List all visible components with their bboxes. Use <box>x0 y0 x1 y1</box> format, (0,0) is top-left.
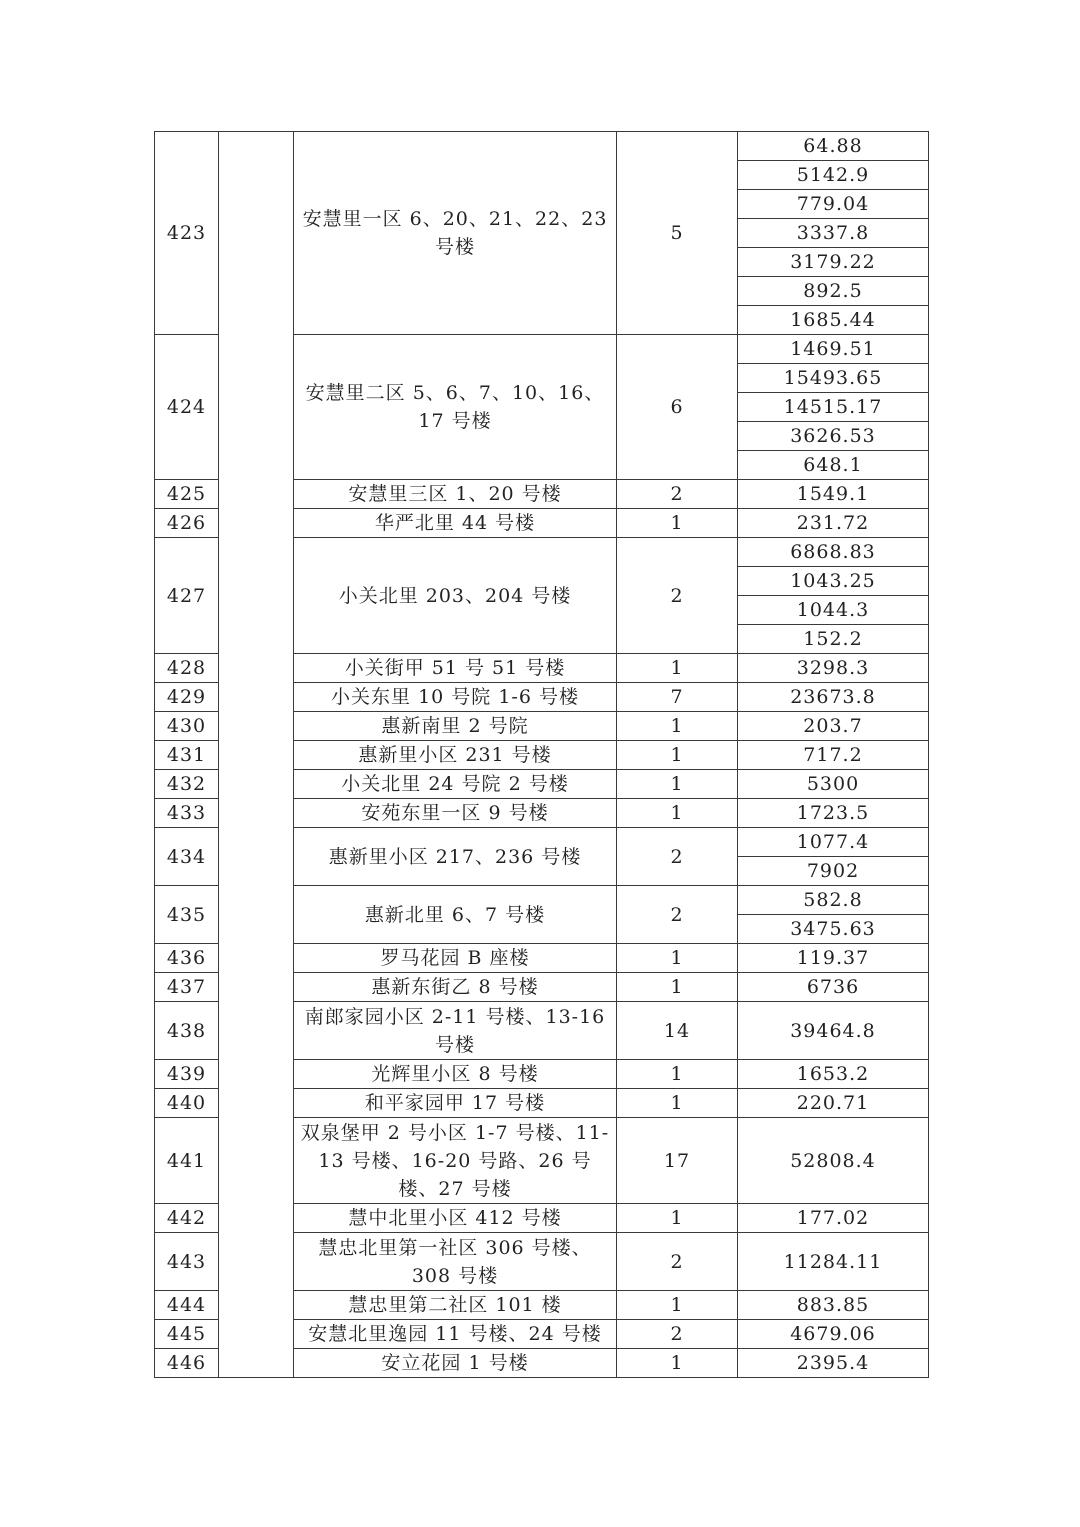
row-number-cell: 442 <box>155 1204 219 1233</box>
building-name-cell: 安立花园 1 号楼 <box>294 1349 617 1378</box>
building-count-cell: 2 <box>617 828 738 886</box>
area-cell: 3179.22 <box>738 248 929 277</box>
row-number-cell: 430 <box>155 712 219 741</box>
area-cell: 892.5 <box>738 277 929 306</box>
building-count-cell: 1 <box>617 1060 738 1089</box>
area-cell: 648.1 <box>738 451 929 480</box>
building-name-cell: 小关北里 24 号院 2 号楼 <box>294 770 617 799</box>
area-cell: 5300 <box>738 770 929 799</box>
area-cell: 3337.8 <box>738 219 929 248</box>
building-count-cell: 1 <box>617 654 738 683</box>
area-cell: 779.04 <box>738 190 929 219</box>
building-name-cell: 双泉堡甲 2 号小区 1-7 号楼、11-13 号楼、16-20 号路、26 号楼、27 号楼 <box>294 1118 617 1204</box>
row-number-cell: 427 <box>155 538 219 654</box>
area-cell: 7902 <box>738 857 929 886</box>
building-name-cell: 惠新东街乙 8 号楼 <box>294 973 617 1002</box>
row-number-cell: 428 <box>155 654 219 683</box>
building-count-cell: 6 <box>617 335 738 480</box>
area-cell: 23673.8 <box>738 683 929 712</box>
building-name-cell: 惠新里小区 217、236 号楼 <box>294 828 617 886</box>
building-count-cell: 14 <box>617 1002 738 1060</box>
area-cell: 1043.25 <box>738 567 929 596</box>
building-name-cell: 安慧里三区 1、20 号楼 <box>294 480 617 509</box>
building-count-cell: 1 <box>617 1291 738 1320</box>
building-count-cell: 1 <box>617 770 738 799</box>
building-name-cell: 南郎家园小区 2-11 号楼、13-16 号楼 <box>294 1002 617 1060</box>
area-cell: 177.02 <box>738 1204 929 1233</box>
building-count-cell: 1 <box>617 1349 738 1378</box>
area-cell: 52808.4 <box>738 1118 929 1204</box>
building-count-cell: 1 <box>617 1204 738 1233</box>
building-count-cell: 7 <box>617 683 738 712</box>
building-name-cell: 慧中北里小区 412 号楼 <box>294 1204 617 1233</box>
building-name-cell: 安慧里二区 5、6、7、10、16、17 号楼 <box>294 335 617 480</box>
row-number-cell: 446 <box>155 1349 219 1378</box>
area-cell: 717.2 <box>738 741 929 770</box>
area-cell: 14515.17 <box>738 393 929 422</box>
building-name-cell: 小关街甲 51 号 51 号楼 <box>294 654 617 683</box>
building-name-cell: 罗马花园 B 座楼 <box>294 944 617 973</box>
area-cell: 64.88 <box>738 132 929 161</box>
building-count-cell: 1 <box>617 741 738 770</box>
building-name-cell: 安慧里一区 6、20、21、22、23 号楼 <box>294 132 617 335</box>
table-body <box>155 132 929 1378</box>
row-number-cell: 426 <box>155 509 219 538</box>
area-cell: 3626.53 <box>738 422 929 451</box>
building-name-cell: 小关北里 203、204 号楼 <box>294 538 617 654</box>
data-table <box>154 131 929 1378</box>
row-number-cell: 437 <box>155 973 219 1002</box>
area-cell: 1653.2 <box>738 1060 929 1089</box>
area-cell: 1469.51 <box>738 335 929 364</box>
area-cell: 39464.8 <box>738 1002 929 1060</box>
row-number-cell: 429 <box>155 683 219 712</box>
area-cell: 3475.63 <box>738 915 929 944</box>
area-cell: 119.37 <box>738 944 929 973</box>
row-number-cell: 423 <box>155 132 219 335</box>
building-name-cell: 安苑东里一区 9 号楼 <box>294 799 617 828</box>
building-count-cell: 2 <box>617 1233 738 1291</box>
building-count-cell: 1 <box>617 1089 738 1118</box>
row-number-cell: 441 <box>155 1118 219 1204</box>
area-cell: 1549.1 <box>738 480 929 509</box>
area-cell: 1723.5 <box>738 799 929 828</box>
building-count-cell: 2 <box>617 480 738 509</box>
row-number-cell: 438 <box>155 1002 219 1060</box>
building-name-cell: 和平家园甲 17 号楼 <box>294 1089 617 1118</box>
area-cell: 5142.9 <box>738 161 929 190</box>
area-cell: 4679.06 <box>738 1320 929 1349</box>
row-number-cell: 424 <box>155 335 219 480</box>
row-number-cell: 431 <box>155 741 219 770</box>
building-count-cell: 5 <box>617 132 738 335</box>
building-name-cell: 华严北里 44 号楼 <box>294 509 617 538</box>
building-name-cell: 惠新里小区 231 号楼 <box>294 741 617 770</box>
row-number-cell: 434 <box>155 828 219 886</box>
building-name-cell: 慧忠里第二社区 101 楼 <box>294 1291 617 1320</box>
area-cell: 3298.3 <box>738 654 929 683</box>
district-cell <box>219 132 294 1378</box>
building-name-cell: 光辉里小区 8 号楼 <box>294 1060 617 1089</box>
area-cell: 15493.65 <box>738 364 929 393</box>
building-name-cell: 惠新北里 6、7 号楼 <box>294 886 617 944</box>
area-cell: 2395.4 <box>738 1349 929 1378</box>
building-count-cell: 2 <box>617 538 738 654</box>
row-number-cell: 433 <box>155 799 219 828</box>
area-cell: 203.7 <box>738 712 929 741</box>
building-count-cell: 1 <box>617 799 738 828</box>
row-number-cell: 443 <box>155 1233 219 1291</box>
building-count-cell: 2 <box>617 886 738 944</box>
row-number-cell: 445 <box>155 1320 219 1349</box>
building-count-cell: 1 <box>617 509 738 538</box>
area-cell: 231.72 <box>738 509 929 538</box>
row-number-cell: 425 <box>155 480 219 509</box>
row-number-cell: 444 <box>155 1291 219 1320</box>
row-number-cell: 432 <box>155 770 219 799</box>
area-cell: 883.85 <box>738 1291 929 1320</box>
row-number-cell: 435 <box>155 886 219 944</box>
table-row <box>155 132 929 161</box>
building-count-cell: 2 <box>617 1320 738 1349</box>
building-count-cell: 1 <box>617 712 738 741</box>
area-cell: 6736 <box>738 973 929 1002</box>
area-cell: 220.71 <box>738 1089 929 1118</box>
row-number-cell: 439 <box>155 1060 219 1089</box>
area-cell: 1044.3 <box>738 596 929 625</box>
building-count-cell: 1 <box>617 973 738 1002</box>
building-name-cell: 小关东里 10 号院 1-6 号楼 <box>294 683 617 712</box>
building-name-cell: 惠新南里 2 号院 <box>294 712 617 741</box>
row-number-cell: 436 <box>155 944 219 973</box>
area-cell: 1077.4 <box>738 828 929 857</box>
area-cell: 582.8 <box>738 886 929 915</box>
area-cell: 1685.44 <box>738 306 929 335</box>
building-count-cell: 17 <box>617 1118 738 1204</box>
building-name-cell: 安慧北里逸园 11 号楼、24 号楼 <box>294 1320 617 1349</box>
building-name-cell: 慧忠北里第一社区 306 号楼、308 号楼 <box>294 1233 617 1291</box>
area-cell: 11284.11 <box>738 1233 929 1291</box>
row-number-cell: 440 <box>155 1089 219 1118</box>
area-cell: 152.2 <box>738 625 929 654</box>
building-count-cell: 1 <box>617 944 738 973</box>
area-cell: 6868.83 <box>738 538 929 567</box>
